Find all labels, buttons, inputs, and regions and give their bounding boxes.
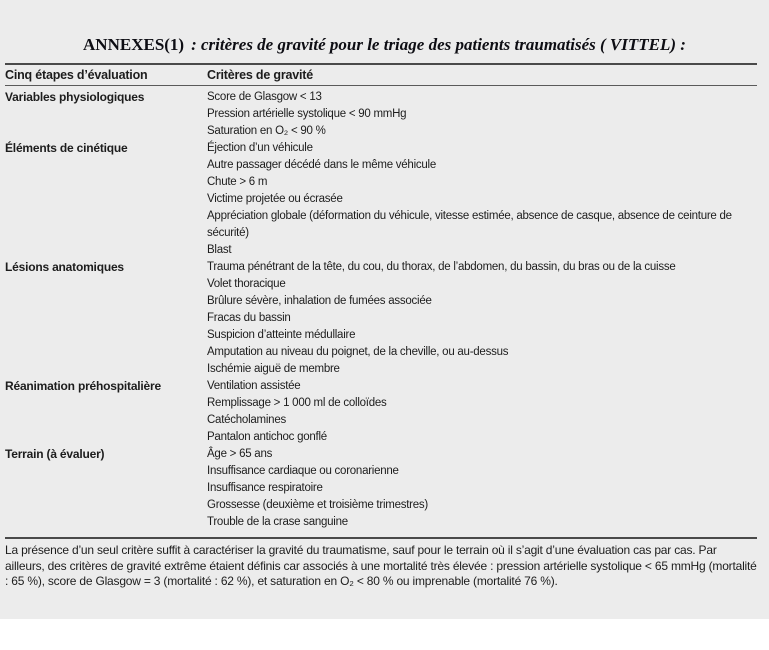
title-subtitle: : critères de gravité pour le triage des patients traumatisés ( VITTEL) : bbox=[191, 35, 686, 54]
table-section-row bbox=[5, 378, 757, 446]
column-header-criteres: Critères de gravité bbox=[207, 68, 313, 82]
criterion-line: Autre passager décédé dans le même véhicule bbox=[207, 159, 436, 171]
table-header-row bbox=[5, 65, 757, 86]
table-section-row bbox=[5, 259, 757, 378]
criterion-line: Blast bbox=[207, 244, 232, 256]
criterion-line: Remplissage > 1 000 ml de colloïdes bbox=[207, 397, 387, 409]
table-section-row bbox=[5, 140, 757, 259]
criteria-cell bbox=[207, 140, 757, 259]
category-cell: Variables physiologiques bbox=[5, 90, 145, 104]
category-cell: Lésions anatomiques bbox=[5, 260, 124, 274]
criterion-line: Pression artérielle systolique < 90 mmHg bbox=[207, 108, 407, 120]
criterion-line: Volet thoracique bbox=[207, 278, 286, 290]
category-cell: Terrain (à évaluer) bbox=[5, 447, 105, 461]
criterion-line: Pantalon antichoc gonflé bbox=[207, 431, 327, 443]
criteria-cell bbox=[207, 259, 757, 378]
criterion-line: Appréciation globale (déformation du véhicule, vitesse estimée, absence de casque, absence de ceinture de sécurité) bbox=[207, 210, 732, 239]
criterion-line: Ischémie aiguë de membre bbox=[207, 363, 340, 375]
criterion-line: Suspicion d’atteinte médullaire bbox=[207, 329, 356, 341]
criteria-cell bbox=[207, 378, 757, 446]
criterion-line: Grossesse (deuxième et troisième trimestres) bbox=[207, 499, 428, 511]
column-header-etapes: Cinq étapes d’évaluation bbox=[5, 68, 148, 82]
category-cell: Réanimation préhospitalière bbox=[5, 379, 161, 393]
criterion-line: Score de Glasgow < 13 bbox=[207, 91, 322, 103]
criterion-line: Brûlure sévère, inhalation de fumées associée bbox=[207, 295, 432, 307]
table-section-row bbox=[5, 89, 757, 140]
title-annexes-label: ANNEXES(1) bbox=[83, 35, 185, 54]
criterion-line: Victime projetée ou écrasée bbox=[207, 193, 343, 205]
table-body bbox=[5, 86, 757, 537]
criterion-line: Fracas du bassin bbox=[207, 312, 291, 324]
criterion-line: Ventilation assistée bbox=[207, 380, 301, 392]
criterion-line: Trouble de la crase sanguine bbox=[207, 516, 348, 528]
criterion-line: Âge > 65 ans bbox=[207, 448, 273, 460]
page-title bbox=[0, 0, 769, 56]
footnote-paragraph: La présence d’un seul critère suffit à caractériser la gravité du traumatisme, sauf pour le terrain où il s’agit d’une évaluation cas par cas. Par ailleurs, des critères de gravité extrême étaient définis car associés à une mortalité très élevée : pression artérielle systolique < 65 mmHg (mortalité : 65 %), score de Glasgow = 3 (mortalité : 62 %), et saturation en O₂ < 80 % ou imprenable (mortalité 76 %). bbox=[5, 543, 757, 588]
criterion-line: Insuffisance respiratoire bbox=[207, 482, 323, 494]
criteria-cell bbox=[207, 89, 757, 140]
criterion-line: Chute > 6 m bbox=[207, 176, 268, 188]
criterion-line: Saturation en O₂ < 90 % bbox=[207, 125, 326, 137]
criterion-line: Insuffisance cardiaque ou coronarienne bbox=[207, 465, 399, 477]
criterion-line: Amputation au niveau du poignet, de la cheville, ou au-dessus bbox=[207, 346, 509, 358]
category-cell: Éléments de cinétique bbox=[5, 141, 128, 155]
criterion-line: Éjection d’un véhicule bbox=[207, 142, 313, 154]
criterion-line: Trauma pénétrant de la tête, du cou, du thorax, de l’abdomen, du bassin, du bras ou de la cuisse bbox=[207, 261, 676, 273]
table-section-row bbox=[5, 446, 757, 531]
criterion-line: Catécholamines bbox=[207, 414, 286, 426]
criteria-cell bbox=[207, 446, 757, 531]
